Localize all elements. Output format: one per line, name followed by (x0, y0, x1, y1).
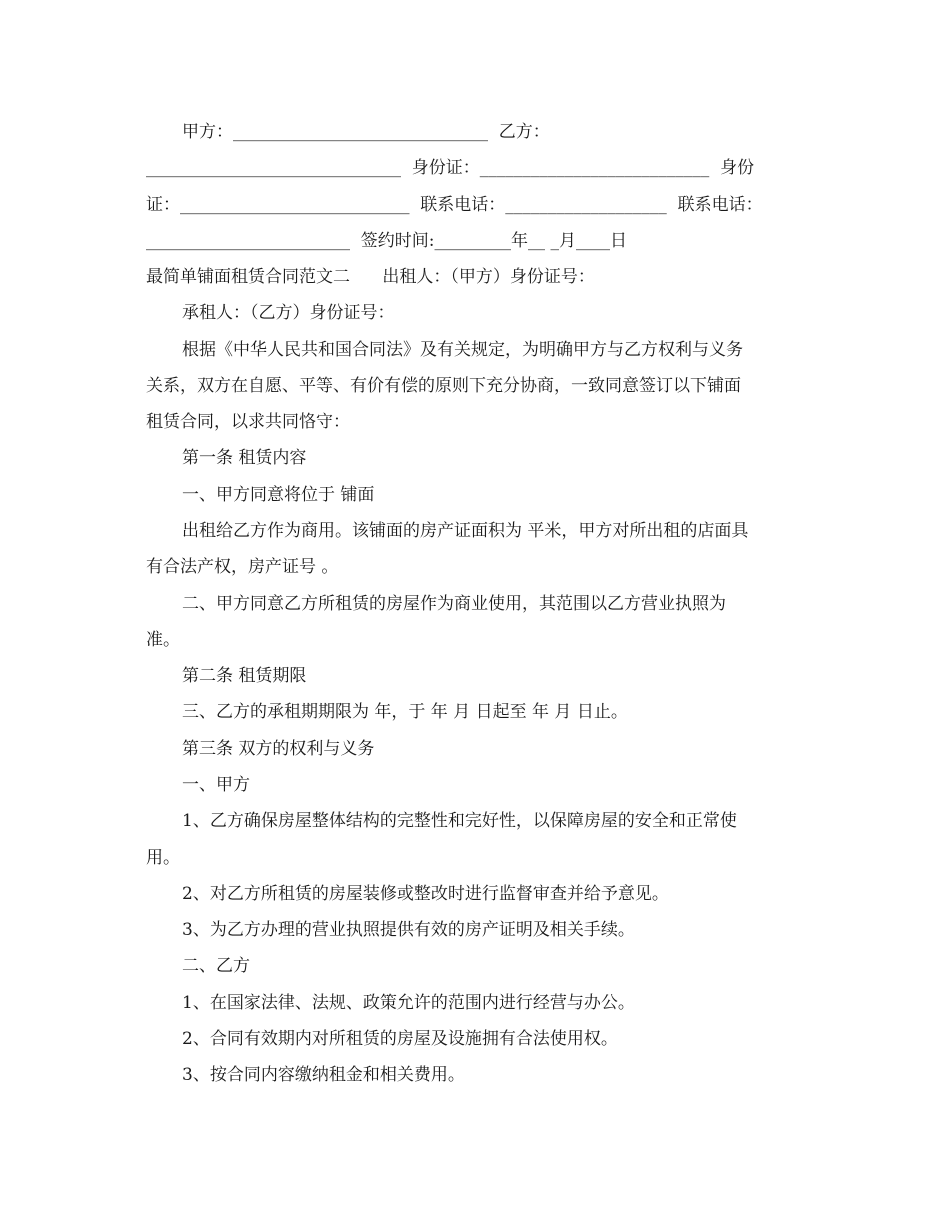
article-1-item-1: 一、甲方同意将位于 铺面 (182, 485, 375, 505)
lessee-line: 承租人：（乙方）身份证号： (182, 303, 395, 323)
article-1-text-1: 出租给乙方作为商用。该铺面的房产证面积为 平米，甲方对所出租的店面具 (182, 521, 749, 541)
party-a-duty-3: 3、为乙方办理的营业执照提供有效的房产证明及相关手续。 (182, 920, 635, 940)
article-2-heading: 第二条 租赁期限 (182, 666, 307, 686)
article-1-item-2-cont: 准。 (146, 630, 180, 650)
preamble-line-3: 租赁合同，以求共同恪守： (146, 412, 350, 432)
lessor-line: 最简单铺面租赁合同范文二 出租人：（甲方）身份证号： (146, 267, 595, 287)
party-b-duty-3: 3、按合同内容缴纳租金和相关费用。 (182, 1065, 465, 1085)
party-b-duty-1: 1、在国家法律、法规、政策允许的范围内进行经营与办公。 (182, 993, 635, 1013)
preamble-line-2: 关系，双方在自愿、平等、有价有偿的原则下充分协商，一致同意签订以下铺面 (146, 376, 741, 396)
party-a-duty-1-cont: 用。 (146, 848, 180, 868)
party-a-section: 一、甲方 (182, 775, 250, 795)
article-1-heading: 第一条 租赁内容 (182, 448, 307, 468)
article-1-text-2: 有合法产权，房产证号 。 (146, 557, 339, 577)
phone-line: 证：___________________________ 联系电话：___________________ 联系电话： (146, 195, 763, 215)
sign-date-line: ________________________ 签约时间:_________年__ _月____日 (146, 231, 627, 251)
article-2-item-3: 三、乙方的承租期期限为 年，于 年 月 日起至 年 月 日止。 (182, 702, 628, 722)
article-3-heading: 第三条 双方的权利与义务 (182, 739, 375, 759)
id-card-line: ______________________________ 身份证：___________________________ 身份 (146, 158, 755, 178)
party-b-section: 二、乙方 (182, 956, 250, 976)
party-b-duty-2: 2、合同有效期内对所租赁的房屋及设施拥有合法使用权。 (182, 1029, 618, 1049)
preamble-line-1: 根据《中华人民共和国合同法》及有关规定，为明确甲方与乙方权利与义务 (182, 340, 743, 360)
party-a-duty-1: 1、乙方确保房屋整体结构的完整性和完好性，以保障房屋的安全和正常使 (182, 811, 737, 831)
party-a-duty-2: 2、对乙方所租赁的房屋装修或整改时进行监督审查并给予意见。 (182, 884, 669, 904)
party-a-line: 甲方：______________________________ 乙方： (182, 122, 550, 142)
article-1-item-2: 二、甲方同意乙方所租赁的房屋作为商业使用，其范围以乙方营业执照为 (182, 594, 726, 614)
